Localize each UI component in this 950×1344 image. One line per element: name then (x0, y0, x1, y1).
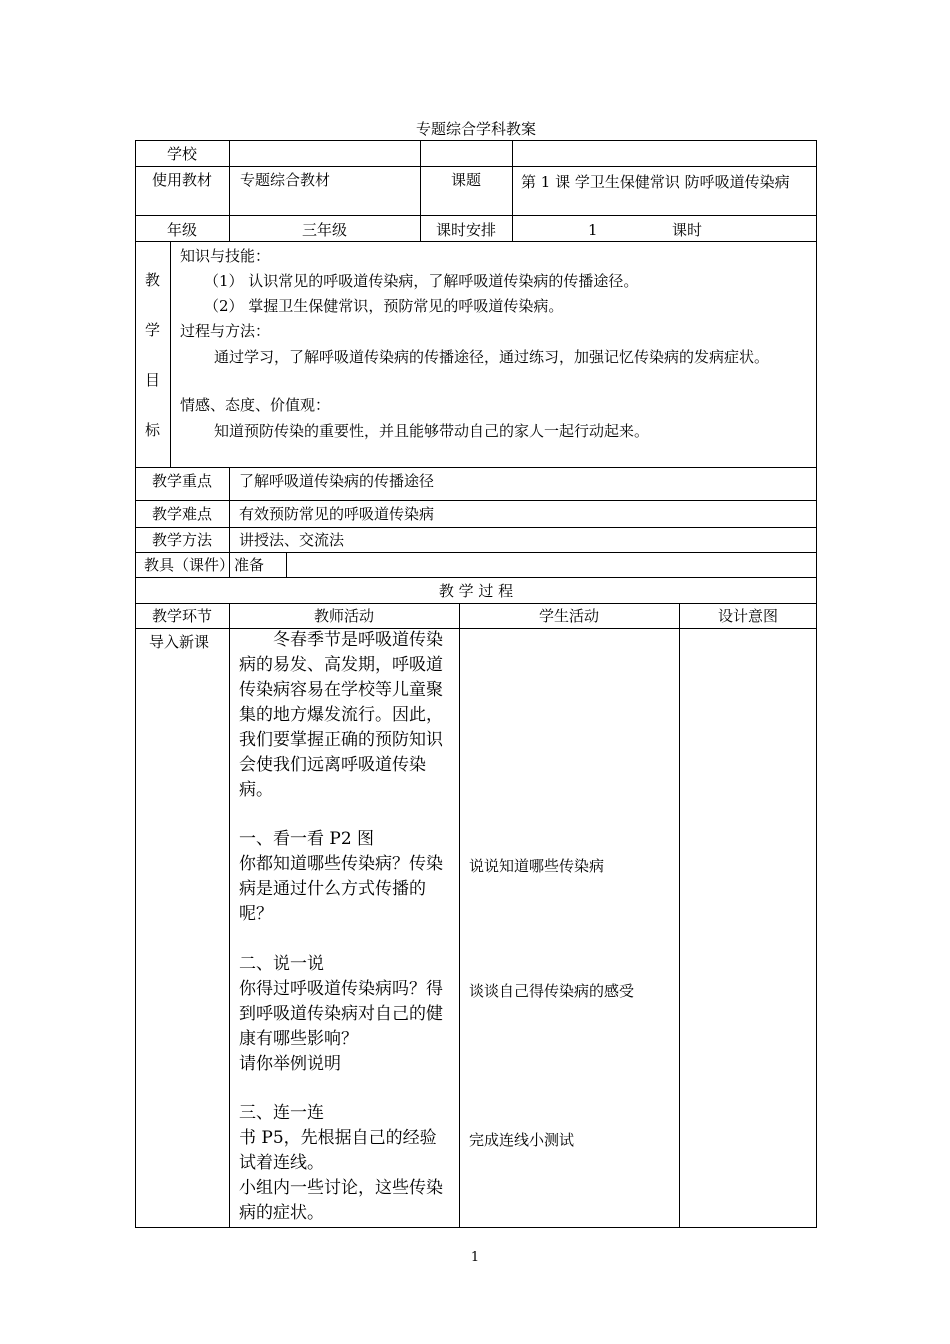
teacher-activity-section-3-title: 三、连一连 (239, 1103, 324, 1123)
teacher-activity-section-1-title: 一、看一看 P2 图 (239, 829, 375, 849)
process-title: 教 学 过 程 (438, 582, 514, 600)
teacher-activity-section-3-group: 小组内一些讨论，这些传染病的症状。 (239, 1178, 443, 1223)
tools-label: 教具（课件）准备 (144, 556, 265, 574)
objectives-side-label-4: 标 (144, 421, 160, 439)
column-header-stage: 教学环节 (151, 607, 212, 625)
topic-value: 第 1 课 学卫生保健常识 防呼吸道传染病 (521, 173, 790, 191)
objective-line-process-detail: 通过学习，了解呼吸道传染病的传播途径，通过练习，加强记忆传染病的发病症状。 (214, 348, 770, 366)
key-point-label: 教学重点 (151, 472, 212, 490)
page-number: 1 (470, 1250, 480, 1265)
teacher-activity-section-2-title: 二、说一说 (239, 954, 324, 974)
hours-unit: 课时 (672, 221, 703, 239)
objective-line-attitude: 情感、态度、价值观： (180, 396, 331, 414)
objective-line-1: （1） 认识常见的呼吸道传染病，了解呼吸道传染病的传播途径。 (204, 272, 639, 290)
process-stage: 导入新课 (149, 633, 210, 651)
method-value: 讲授法、交流法 (239, 531, 345, 549)
column-header-student: 学生活动 (538, 607, 599, 625)
teacher-activity-section-3-body: 书 P5，先根据自己的经验试着连线。 (239, 1128, 437, 1173)
difficulty-value: 有效预防常见的呼吸道传染病 (239, 505, 435, 523)
method-label: 教学方法 (151, 531, 212, 549)
grade-value: 三年级 (301, 221, 347, 239)
teacher-activity-section-2-note: 请你举例说明 (239, 1054, 341, 1074)
page-title: 专题综合学科教案 (415, 120, 536, 138)
hours-value: 1 (588, 221, 598, 239)
column-header-teacher: 教师活动 (313, 607, 374, 625)
objective-line-knowledge: 知识与技能： (180, 247, 271, 265)
objective-line-2: （2） 掌握卫生保健常识，预防常见的呼吸道传染病。 (204, 297, 564, 315)
teacher-activity-intro: 冬春季节是呼吸道传染病的易发、高发期，呼吸道传染病容易在学校等儿童聚集的地方爆发流行。因此，我们要掌握正确的预防知识会使我们远离呼吸道传染病。 (239, 630, 443, 800)
material-label: 使用教材 (151, 171, 212, 189)
objectives-side-label-3: 目 (144, 371, 160, 389)
student-activity-2: 谈谈自己得传染病的感受 (469, 982, 635, 1000)
objective-line-process: 过程与方法： (180, 322, 271, 340)
student-activity-1: 说说知道哪些传染病 (469, 857, 605, 875)
school-label: 学校 (166, 145, 197, 163)
student-activity-3: 完成连线小测试 (469, 1131, 575, 1149)
grade-label: 年级 (166, 221, 197, 239)
difficulty-label: 教学难点 (151, 505, 212, 523)
hours-label: 课时安排 (435, 221, 496, 239)
topic-label: 课题 (450, 171, 481, 189)
material-value: 专题综合教材 (240, 171, 331, 189)
teacher-activity-section-2-body: 你得过呼吸道传染病吗？得到呼吸道传染病对自己的健康有哪些影响？ (239, 979, 443, 1049)
key-point-value: 了解呼吸道传染病的传播途径 (239, 472, 435, 490)
column-header-intent: 设计意图 (717, 607, 778, 625)
objective-line-attitude-detail: 知道预防传染的重要性，并且能够带动自己的家人一起行动起来。 (214, 422, 650, 440)
teacher-activity-section-1-body: 你都知道哪些传染病？传染病是通过什么方式传播的呢？ (239, 854, 443, 924)
objectives-side-label-2: 学 (144, 321, 160, 339)
objectives-side-label-1: 教 (144, 271, 160, 289)
